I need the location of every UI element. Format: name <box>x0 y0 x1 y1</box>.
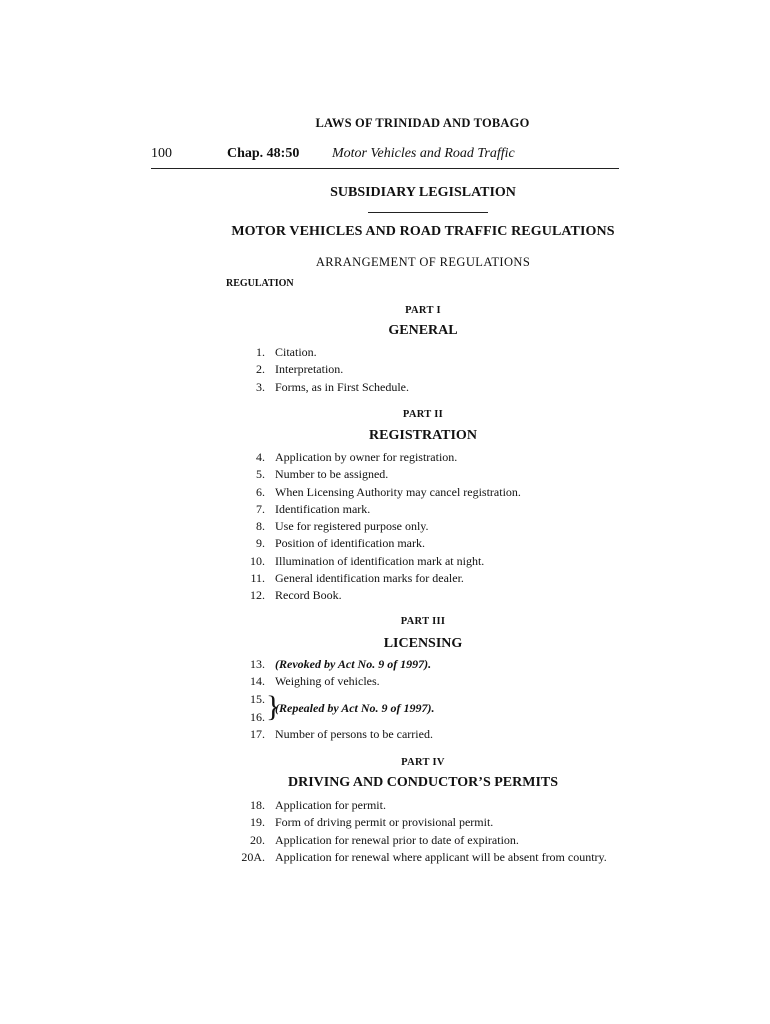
regulation-entry <box>226 449 646 466</box>
regulation-entry <box>226 466 646 483</box>
regulation-entry <box>226 361 646 378</box>
regulation-list <box>226 797 646 866</box>
regulation-entry <box>226 501 646 518</box>
regulation-entry <box>226 656 646 673</box>
regulation-title: Use for registered purpose only. <box>275 519 429 534</box>
regulation-title: When Licensing Authority may cancel registration. <box>275 484 521 499</box>
regulation-entry <box>226 587 646 604</box>
document-title: MOTOR VEHICLES AND ROAD TRAFFIC REGULATIONS <box>231 224 615 239</box>
regulation-title: Application by owner for registration. <box>275 450 458 464</box>
regulation-number: 11. <box>250 571 265 586</box>
regulation-list <box>226 449 646 605</box>
regulation-number: 19. <box>250 815 265 830</box>
regulation-title: Number to be assigned. <box>275 467 389 482</box>
regulation-number: 12. <box>250 588 265 603</box>
running-title: Motor Vehicles and Road Traffic <box>332 146 515 161</box>
regulation-entry <box>226 379 646 396</box>
regulation-entry <box>226 797 646 814</box>
part-label: PART II <box>402 409 444 420</box>
regulation-title: Application for renewal where applicant will be absent from country. <box>275 849 607 864</box>
regulation-title: Illumination of identification mark at night. <box>275 553 485 568</box>
part-heading: LICENSING <box>383 636 463 651</box>
regulation-number: 13. <box>250 657 265 671</box>
regulation-number: 14. <box>250 674 265 689</box>
page-header <box>151 146 619 169</box>
regulation-column-label: REGULATION <box>226 278 294 289</box>
regulation-list <box>226 656 646 691</box>
regulation-title: (Revoked by Act No. 9 of 1997). <box>275 657 432 671</box>
regulation-list <box>226 726 646 743</box>
subsidiary-heading: SUBSIDIARY LEGISLATION <box>330 185 516 200</box>
regulation-number: 8. <box>256 519 265 534</box>
regulation-title: Position of identification mark. <box>275 536 425 551</box>
regulation-number: 7. <box>256 501 265 516</box>
regulation-number: 20A. <box>241 849 265 864</box>
regulation-entry <box>226 535 646 552</box>
regulation-title: (Repealed by Act No. 9 of 1997). <box>275 701 435 715</box>
regulation-number: 16. <box>250 710 265 724</box>
regulation-title: Form of driving permit or provisional permit. <box>275 815 494 830</box>
regulation-title: Record Book. <box>275 588 342 603</box>
regulation-entry <box>226 553 646 570</box>
regulation-number: 17. <box>250 727 265 741</box>
regulation-entry <box>226 726 646 743</box>
regulation-number: 1. <box>256 345 265 359</box>
regulation-number: 4. <box>256 450 265 464</box>
regulation-number: 20. <box>250 832 265 847</box>
part-label: PART IV <box>401 757 445 768</box>
regulation-entry <box>226 832 646 849</box>
arrangement-heading: ARRANGEMENT OF REGULATIONS <box>315 255 531 269</box>
curly-brace: } <box>266 690 281 723</box>
chapter-reference: Chap. 48:50 <box>227 146 300 161</box>
regulation-entry <box>226 518 646 535</box>
regulation-entry <box>226 814 646 831</box>
part-heading: DRIVING AND CONDUCTOR’S PERMITS <box>287 775 559 790</box>
bracketed-regulations <box>226 690 526 726</box>
regulation-number: 10. <box>250 553 265 568</box>
regulation-title: Number of persons to be carried. <box>275 727 433 741</box>
regulation-number: 5. <box>256 467 265 482</box>
regulation-number: 18. <box>250 798 265 812</box>
running-head: LAWS OF TRINIDAD AND TOBAGO <box>315 116 530 130</box>
regulation-title: Citation. <box>275 345 317 359</box>
part-label: PART III <box>400 616 446 627</box>
regulation-title: Weighing of vehicles. <box>275 674 380 689</box>
regulation-entry <box>226 484 646 501</box>
regulation-list <box>226 344 646 396</box>
regulation-title: Application for permit. <box>275 798 386 812</box>
heading-divider <box>368 212 488 213</box>
regulation-entry <box>226 673 646 690</box>
regulation-title: Identification mark. <box>275 501 371 516</box>
page-number: 100 <box>151 146 172 161</box>
regulation-title: Forms, as in First Schedule. <box>275 379 409 394</box>
regulation-number: 9. <box>256 536 265 551</box>
regulation-title: Interpretation. <box>275 362 344 377</box>
regulation-entry <box>226 344 646 361</box>
regulation-number: 2. <box>256 362 265 377</box>
regulation-title: General identification marks for dealer. <box>275 571 464 586</box>
regulation-entry <box>226 570 646 587</box>
regulation-number: 6. <box>256 484 265 499</box>
part-label: PART I <box>405 305 441 316</box>
regulation-number: 15. <box>250 692 265 706</box>
part-heading: REGISTRATION <box>369 428 477 443</box>
regulation-number: 3. <box>256 379 265 394</box>
part-heading: GENERAL <box>388 323 458 338</box>
regulation-title: Application for renewal prior to date of expiration. <box>275 832 519 847</box>
regulation-entry <box>226 849 646 866</box>
